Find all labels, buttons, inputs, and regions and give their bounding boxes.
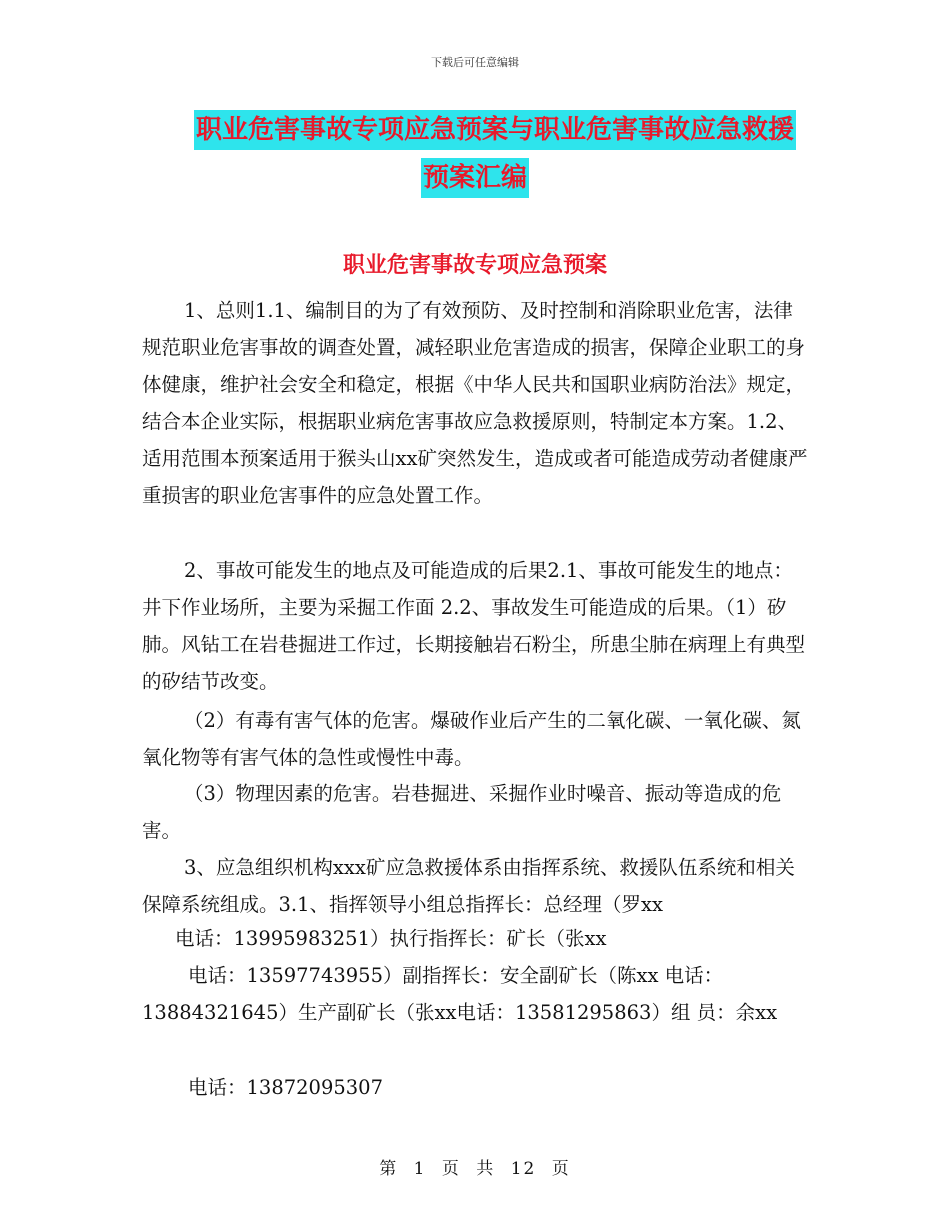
- paragraph-general: [142, 292, 812, 514]
- footer-mid: 页: [441, 1159, 461, 1179]
- page-current: 1: [413, 1159, 427, 1179]
- contact-line-2: 电话：13597743955）副指挥长：安全副矿长（陈xx 电话：: [188, 964, 724, 987]
- document-title: [0, 110, 950, 198]
- contact-line-1: 电话：13995983251）执行指挥长：矿长（张xx: [175, 927, 607, 950]
- title-line-1: 职业危害事故专项应急预案与职业危害事故应急救援: [194, 110, 796, 150]
- footer-total-prefix: 共: [476, 1159, 496, 1179]
- paragraph-organization: [142, 849, 812, 923]
- footer-suffix: 页: [551, 1159, 571, 1179]
- page-total: 12: [510, 1159, 537, 1179]
- paragraph-physical-factors: [142, 775, 812, 849]
- title-line-2: 预案汇编: [421, 158, 529, 198]
- paragraph-text: （3）物理因素的危害。岩巷掘进、采掘作业时噪音、振动等造成的危害。: [142, 782, 782, 842]
- section-title: 职业危害事故专项应急预案: [342, 253, 607, 278]
- contact-line-3: 13884321645）生产副矿长（张xx电话：13581295863）组 员：余xx: [142, 1001, 778, 1024]
- paragraph-toxic-gas: [142, 702, 812, 776]
- paragraph-text: 1、总则1.1、编制目的为了有效预防、及时控制和消除职业危害，法律规范职业危害事故的调查处置，减轻职业危害造成的损害，保障企业职工的身体健康，维护社会安全和稳定，根据《中华人民共和国职业病防治法》规定，结合本企业实际，根据职业病危害事故应急救援原则，特制定本方案。1.2、适用范围本预案适用于猴头山xx矿突然发生，造成或者可能造成劳动者健康严重损害的职业危害事件的应急处置工作。: [142, 299, 808, 507]
- paragraph-text: 3、应急组织机构xxx矿应急救援体系由指挥系统、救援队伍系统和相关保障系统组成。3.1、指挥领导小组总指挥长：总经理（罗xx: [142, 856, 795, 916]
- paragraph-locations: [142, 552, 812, 700]
- paragraph-text: 2、事故可能发生的地点及可能造成的后果2.1、事故可能发生的地点：井下作业场所，主要为采掘工作面 2.2、事故发生可能造成的后果。（1）矽肺。风钻工在岩巷掘进工作过，长期接触岩石粉尘，所患尘肺在病理上有典型的矽结节改变。: [142, 559, 806, 693]
- page-footer: [0, 1154, 950, 1179]
- contact-line-4: 电话：13872095307: [188, 1076, 383, 1099]
- footer-prefix: 第: [379, 1159, 399, 1179]
- paragraph-text: （2）有毒有害气体的危害。爆破作业后产生的二氧化碳、一氧化碳、氮氧化物等有害气体的急性或慢性中毒。: [142, 709, 801, 769]
- header-note: 下载后可任意编辑: [431, 56, 519, 69]
